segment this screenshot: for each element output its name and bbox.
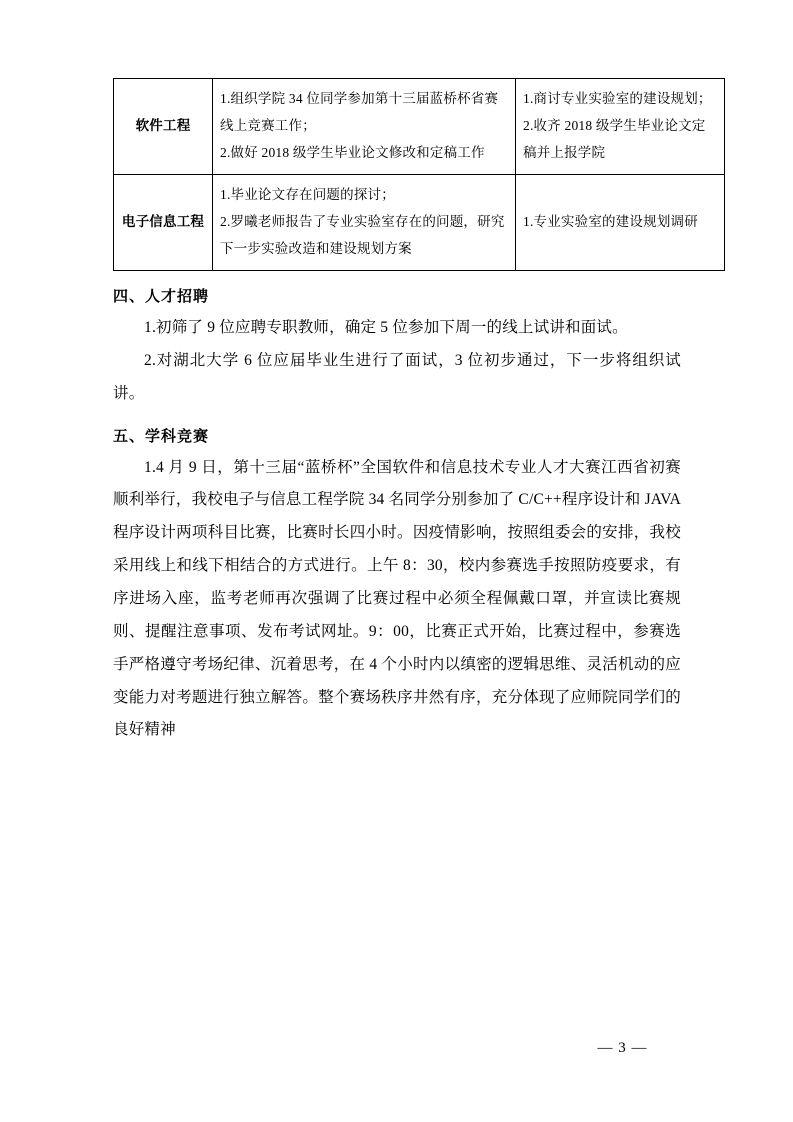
department-name-text: 电子信息工程 [121,214,205,229]
department-work-table [113,78,725,271]
table-row [114,175,725,271]
table-cell-work-completed [213,175,516,271]
work-item: 1.毕业论文存在问题的探讨； [220,187,395,202]
table-cell-department-name [114,79,213,175]
table-cell-department-name [114,175,213,271]
page-footer [0,1040,793,1057]
paragraph: 1.初筛了 9 位应聘专职教师，确定 5 位参加下周一的线上试讲和面试。 [144,319,628,336]
plan-item: 1.商讨专业实验室的建设规划； [523,91,712,106]
work-item: 2.罗曦老师报告了专业实验室存在的问题，研究下一步实验改造和建设规划方案 [220,214,505,256]
table-cell-work-completed [213,79,516,175]
table-cell-work-plan [516,79,725,175]
plan-item: 2.收齐 2018 级学生毕业论文定稿并上报学院 [523,118,706,160]
section-heading-recruitment: 四、人才招聘 [113,289,210,305]
work-item: 1.组织学院 34 位同学参加第十三届蓝桥杯省赛线上竞赛工作； [220,91,499,133]
section-heading-competition: 五、学科竞赛 [113,428,210,445]
page-number: — 3 — [597,1040,648,1056]
paragraph: 2.对湖北大学 6 位应届毕业生进行了面试，3 位初步通过，下一步将组织试讲。 [113,351,681,402]
work-item: 2.做好 2018 级学生毕业论文修改和定稿工作 [220,145,485,160]
paragraph: 1.4 月 9 日，第十三届“蓝桥杯”全国软件和信息技术专业人才大赛江西省初赛顺利举行，我校电子与信息工程学院 34 名同学分别参加了 C/C++程序设计和 JAVA 程序设计两项科目比赛，比赛时长四小时。因疫情影响，按照组委会的安排，我校采用线上和线下相结合的方式进行。上午 8：30，校内参赛选手按照防疫要求，有序进场入座，监考老师再次强调了比赛过程中必须全程佩戴口罩，并宣读比赛规则、提醒注意事项、发布考试网址。9：00，比赛正式开始，比赛过程中，参赛选手严格遵守考场纪律、沉着思考，在 4 个小时内以缜密的逻辑思维、灵活机动的应变能力对考题进行独立解答。整个赛场秩序井然有序，充分体现了应师院同学们的良好精神 [113,458,681,739]
table-cell-work-plan [516,175,725,271]
department-name-text: 软件工程 [135,118,191,133]
plan-item: 1.专业实验室的建设规划调研 [523,214,698,229]
document-content [113,78,712,747]
table-row [114,79,725,175]
